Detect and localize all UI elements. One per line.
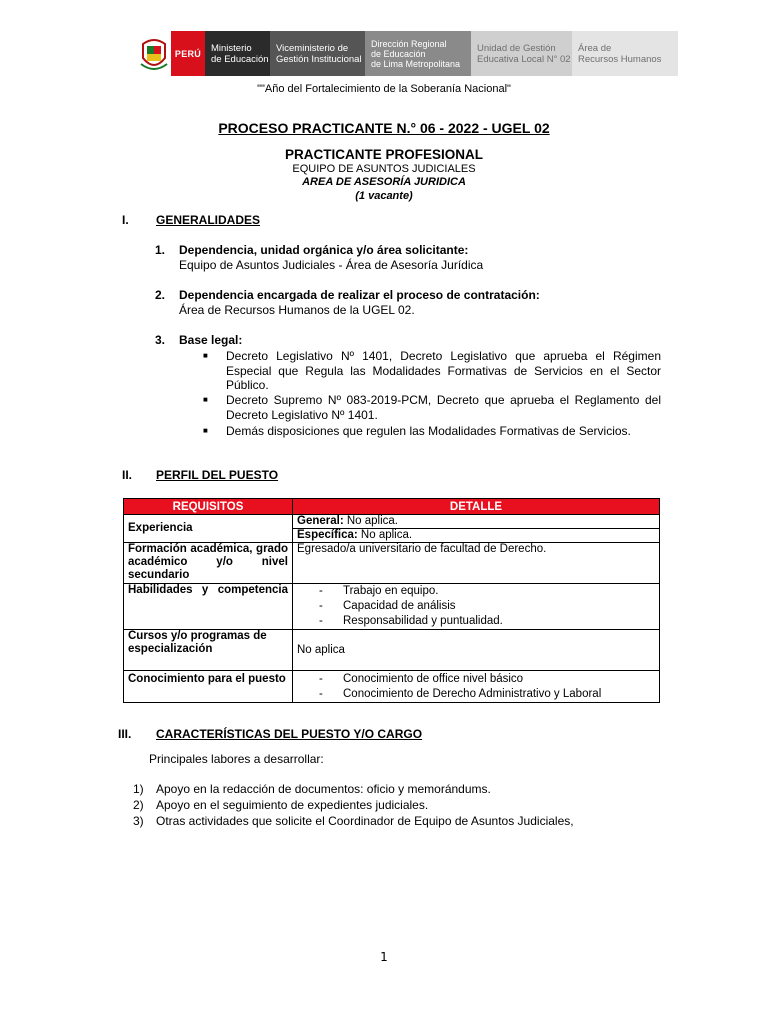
- section-number: I.: [122, 213, 129, 227]
- task-text: Apoyo en el seguimiento de expedientes judiciales.: [156, 798, 429, 812]
- column-header: REQUISITOS: [124, 499, 293, 515]
- row-label: Cursos y/o programas de especialización: [124, 630, 293, 671]
- field-value: No aplica.: [343, 515, 399, 527]
- header-ministerio: Ministerio de Educación: [205, 31, 270, 76]
- requirements-table: [123, 498, 660, 703]
- field-label: Específica:: [297, 529, 358, 541]
- row-value: Egresado/a universitario de facultad de Derecho.: [293, 543, 660, 584]
- vacancy-count: (1 vacante): [355, 190, 413, 202]
- bullet-icon: ■: [203, 426, 208, 435]
- section-title: PERFIL DEL PUESTO: [156, 468, 279, 482]
- bullet-text: Demás disposiciones que regulen las Modalidades Formativas de Servicios.: [226, 424, 631, 438]
- row-value: No aplica: [293, 630, 660, 671]
- peru-coat-of-arms-icon: [137, 31, 171, 76]
- row-label: Habilidades y competencia: [128, 584, 288, 596]
- bullet-icon: ■: [203, 395, 208, 404]
- item-number: 2.: [155, 288, 166, 302]
- item-heading: Base legal:: [179, 333, 243, 347]
- item-number: 1.: [155, 243, 166, 257]
- team-name: EQUIPO DE ASUNTOS JUDICIALES: [292, 163, 476, 175]
- list-item-text: Capacidad de análisis: [343, 600, 456, 612]
- knowledge-list: [293, 671, 660, 703]
- list-item-text: Responsabilidad y puntualidad.: [343, 615, 503, 627]
- experience-general: [293, 515, 660, 529]
- table-row: [124, 630, 660, 671]
- section-title: CARACTERÍSTICAS DEL PUESTO Y/O CARGO: [156, 727, 423, 741]
- table-row: [124, 543, 660, 584]
- position-title: PRACTICANTE PROFESIONAL: [284, 147, 483, 162]
- item-number: 3.: [155, 333, 166, 347]
- area-name: AREA DE ASESORÍA JURIDICA: [302, 176, 466, 188]
- list-item-text: Trabajo en equipo.: [343, 585, 439, 597]
- list-item: - Conocimiento de office nivel básico: [319, 673, 524, 685]
- list-item: - Responsabilidad y puntualidad.: [319, 615, 503, 627]
- header-ugel: Unidad de Gestión Educativa Local N° 02: [471, 31, 572, 76]
- motto: ""Año del Fortalecimiento de la Soberanía Nacional": [257, 83, 511, 95]
- item-text: Área de Recursos Humanos de la UGEL 02.: [179, 303, 415, 317]
- list-item: - Capacidad de análisis: [319, 600, 456, 612]
- bullet-text: Decreto Supremo Nº 083-2019-PCM, Decreto que aprueba el Reglamento del Decreto Legislativo Nº 1401.: [226, 393, 661, 422]
- section-title: GENERALIDADES: [156, 213, 261, 227]
- peru-label: PERÚ: [171, 31, 205, 76]
- list-item-text: Conocimiento de office nivel básico: [343, 673, 524, 685]
- field-label: General:: [297, 515, 344, 527]
- table-header-row: [124, 499, 660, 515]
- row-label-cell: [124, 584, 293, 630]
- bullet-icon: ■: [203, 351, 208, 360]
- item-heading: Dependencia encargada de realizar el proceso de contratación:: [179, 288, 540, 302]
- column-header: DETALLE: [293, 499, 660, 515]
- section-number: III.: [118, 727, 132, 741]
- tasks-intro: Principales labores a desarrollar:: [149, 752, 324, 766]
- table-row: [124, 515, 660, 529]
- task-text: Otras actividades que solicite el Coordinador de Equipo de Asuntos Judiciales,: [156, 814, 574, 828]
- row-label-cell: [124, 543, 293, 584]
- list-item-text: Conocimiento de Derecho Administrativo y Laboral: [343, 688, 602, 700]
- row-label: Formación académica, grado académico y/o nivel secundario: [128, 543, 288, 581]
- table-row: [124, 671, 660, 703]
- bullet-text: Decreto Legislativo Nº 1401, Decreto Legislativo que aprueba el Régimen Especial que Regula las Modalidades Formativas de Servicios en el Sector Público.: [226, 349, 661, 392]
- header-area: Área de Recursos Humanos: [572, 31, 678, 76]
- item-heading: Dependencia, unidad orgánica y/o área solicitante:: [179, 243, 469, 257]
- header-viceministerio: Viceministerio de Gestión Institucional: [270, 31, 365, 76]
- header-banner: [137, 31, 678, 76]
- task-text: Apoyo en la redacción de documentos: oficio y memorándums.: [156, 782, 491, 796]
- task-number: 2): [133, 798, 144, 812]
- document-title: PROCESO PRACTICANTE N.° 06 - 2022 - UGEL 02: [218, 120, 550, 136]
- experience-specific: [293, 529, 660, 543]
- field-value: No aplica.: [357, 529, 413, 541]
- skills-list: [293, 584, 660, 630]
- table-row: [124, 584, 660, 630]
- row-label: Experiencia: [124, 515, 293, 543]
- task-number: 1): [133, 782, 144, 796]
- item-text: Equipo de Asuntos Judiciales - Área de Asesoría Jurídica: [179, 258, 484, 272]
- list-item: - Trabajo en equipo.: [319, 585, 439, 597]
- header-direccion-regional: Dirección Regional de Educación de Lima Metropolitana: [365, 31, 471, 76]
- row-label: Conocimiento para el puesto: [124, 671, 293, 703]
- list-item: - Conocimiento de Derecho Administrativo y Laboral: [319, 688, 602, 700]
- page-number: 1: [380, 950, 388, 964]
- task-number: 3): [133, 814, 144, 828]
- section-number: II.: [122, 468, 133, 482]
